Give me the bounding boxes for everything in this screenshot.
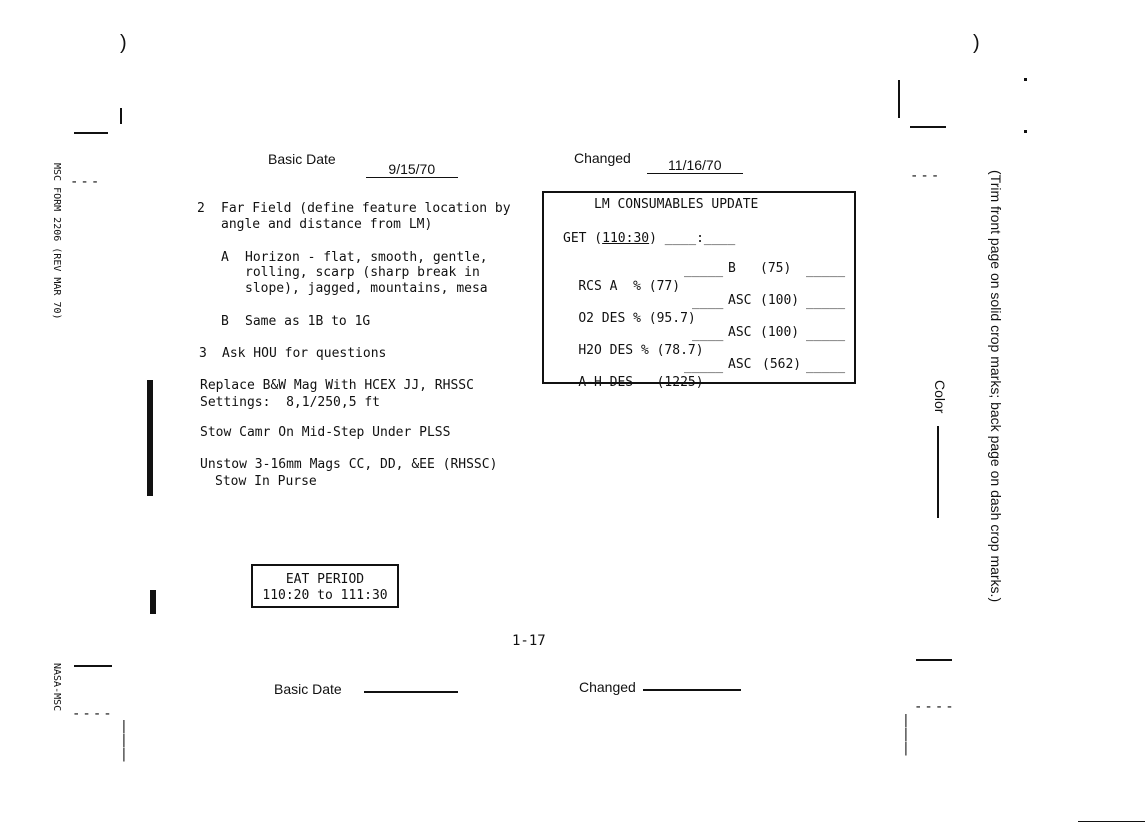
crop-mark [74, 132, 108, 134]
row-value: (1225) [656, 375, 704, 390]
unstow-line2: Stow In Purse [215, 474, 317, 489]
changed-value: 11/16/70 [647, 157, 743, 174]
row-label: A-H DES [578, 375, 634, 390]
change-bar [150, 590, 156, 614]
row-blank: _____ [684, 263, 724, 278]
row-label: RCS A [578, 279, 618, 294]
change-bar [147, 380, 153, 496]
item-a-line3: slope), jagged, mountains, mesa [245, 281, 488, 296]
item-2-number: 2 [197, 201, 205, 216]
footer-changed-blank [643, 689, 741, 691]
get-label: GET [563, 231, 587, 246]
item-3-text: Ask HOU for questions [222, 346, 387, 361]
row-blank: _____ [806, 359, 846, 374]
eat-period-box [251, 564, 399, 608]
get-row: GET (110:30) ____:____ [563, 231, 736, 246]
row-value: (78.7) [656, 343, 704, 358]
consumables-box [542, 191, 856, 390]
replace-line2: Settings: 8,1/250,5 ft [200, 395, 381, 410]
consumables-row [547, 295, 696, 327]
row-sub-value: (100) [760, 293, 800, 308]
row-percent: % [633, 279, 641, 294]
row-blank: ____ [692, 327, 724, 342]
dot-mark [1024, 130, 1027, 133]
dash-crop-mark-vertical: | | | [902, 713, 910, 756]
dash-crop-mark: ---- [914, 699, 956, 715]
item-2-line2: angle and distance from LM) [221, 217, 433, 232]
get-close: ) [649, 231, 657, 246]
row-sub-value: (562) [762, 357, 802, 372]
item-b-label: B [221, 314, 229, 329]
color-label: Color [932, 380, 948, 414]
crop-mark [910, 126, 946, 128]
paren-mark-left: ) [120, 32, 127, 54]
row-blank: _____ [806, 263, 846, 278]
row-label: O2 DES [578, 311, 626, 326]
row-sub-label: ASC [728, 357, 752, 372]
nasa-msc-label: NASA-MSC [51, 663, 62, 712]
row-blank: _____ [684, 359, 724, 374]
dash-crop-mark: ---- [72, 706, 114, 722]
row-blank: _____ [806, 327, 846, 342]
crop-mark [898, 80, 900, 118]
item-a-line1: Horizon - flat, smooth, gentle, [245, 250, 488, 265]
row-sub-value: (100) [760, 325, 800, 340]
footer-basic-date-blank [364, 691, 458, 693]
eat-period-title: EAT PERIOD [285, 572, 365, 587]
trim-note: (Trim front page on solid crop marks; back page on dash crop marks.) [988, 170, 1004, 603]
form-id: MSC FORM 2206 (REV MAR 70) [51, 163, 62, 320]
eat-period-range: 110:20 to 111:30 [262, 588, 388, 603]
row-percent: % [633, 311, 641, 326]
item-a-line2: rolling, scarp (sharp break in [245, 265, 480, 280]
basic-date-field [358, 145, 458, 178]
row-sub-label: ASC [728, 293, 752, 308]
item-2-line1: Far Field (define feature location by [221, 201, 511, 216]
crop-mark [120, 108, 122, 124]
consumables-row [547, 359, 704, 391]
dash-crop-mark-vertical: | | | [120, 719, 128, 762]
get-value: 110:30 [602, 231, 650, 246]
row-sub-label: B [728, 261, 736, 276]
consumables-row [547, 327, 704, 359]
row-label: H2O DES [578, 343, 634, 358]
consumables-title: LM CONSUMABLES UPDATE [594, 197, 759, 212]
page-number: 1-17 [512, 633, 546, 649]
paren-mark-right: ) [973, 32, 980, 54]
basic-date-value: 9/15/70 [366, 161, 458, 178]
row-percent: % [640, 343, 649, 358]
dash-crop-mark: --- [910, 168, 942, 184]
row-blank: ____ [692, 295, 724, 310]
dash-crop-mark: --- [70, 174, 102, 190]
item-a-label: A [221, 250, 229, 265]
stow-camr: Stow Camr On Mid-Step Under PLSS [200, 425, 451, 440]
item-b-text: Same as 1B to 1G [245, 314, 371, 329]
crop-mark [916, 659, 952, 661]
footer-basic-date-label: Basic Date [274, 681, 342, 697]
basic-date-label: Basic Date [268, 151, 336, 167]
get-blank: ____:____ [664, 231, 736, 246]
changed-label: Changed [574, 150, 631, 166]
crop-mark [1078, 821, 1145, 822]
replace-line1: Replace B&W Mag With HCEX JJ, RHSSC [200, 378, 474, 393]
row-blank: _____ [806, 295, 846, 310]
crop-mark [74, 665, 112, 667]
dot-mark [1024, 78, 1027, 81]
color-line [937, 426, 939, 518]
unstow-line1: Unstow 3-16mm Mags CC, DD, &EE (RHSSC) [200, 457, 498, 472]
consumables-row [547, 263, 688, 295]
row-value: (77) [648, 279, 681, 294]
row-sub-value: (75) [760, 261, 792, 276]
changed-field [639, 141, 743, 174]
row-sub-label: ASC [728, 325, 752, 340]
item-3-number: 3 [199, 346, 207, 361]
footer-changed-label: Changed [579, 679, 636, 695]
row-value: (95.7) [648, 311, 696, 326]
